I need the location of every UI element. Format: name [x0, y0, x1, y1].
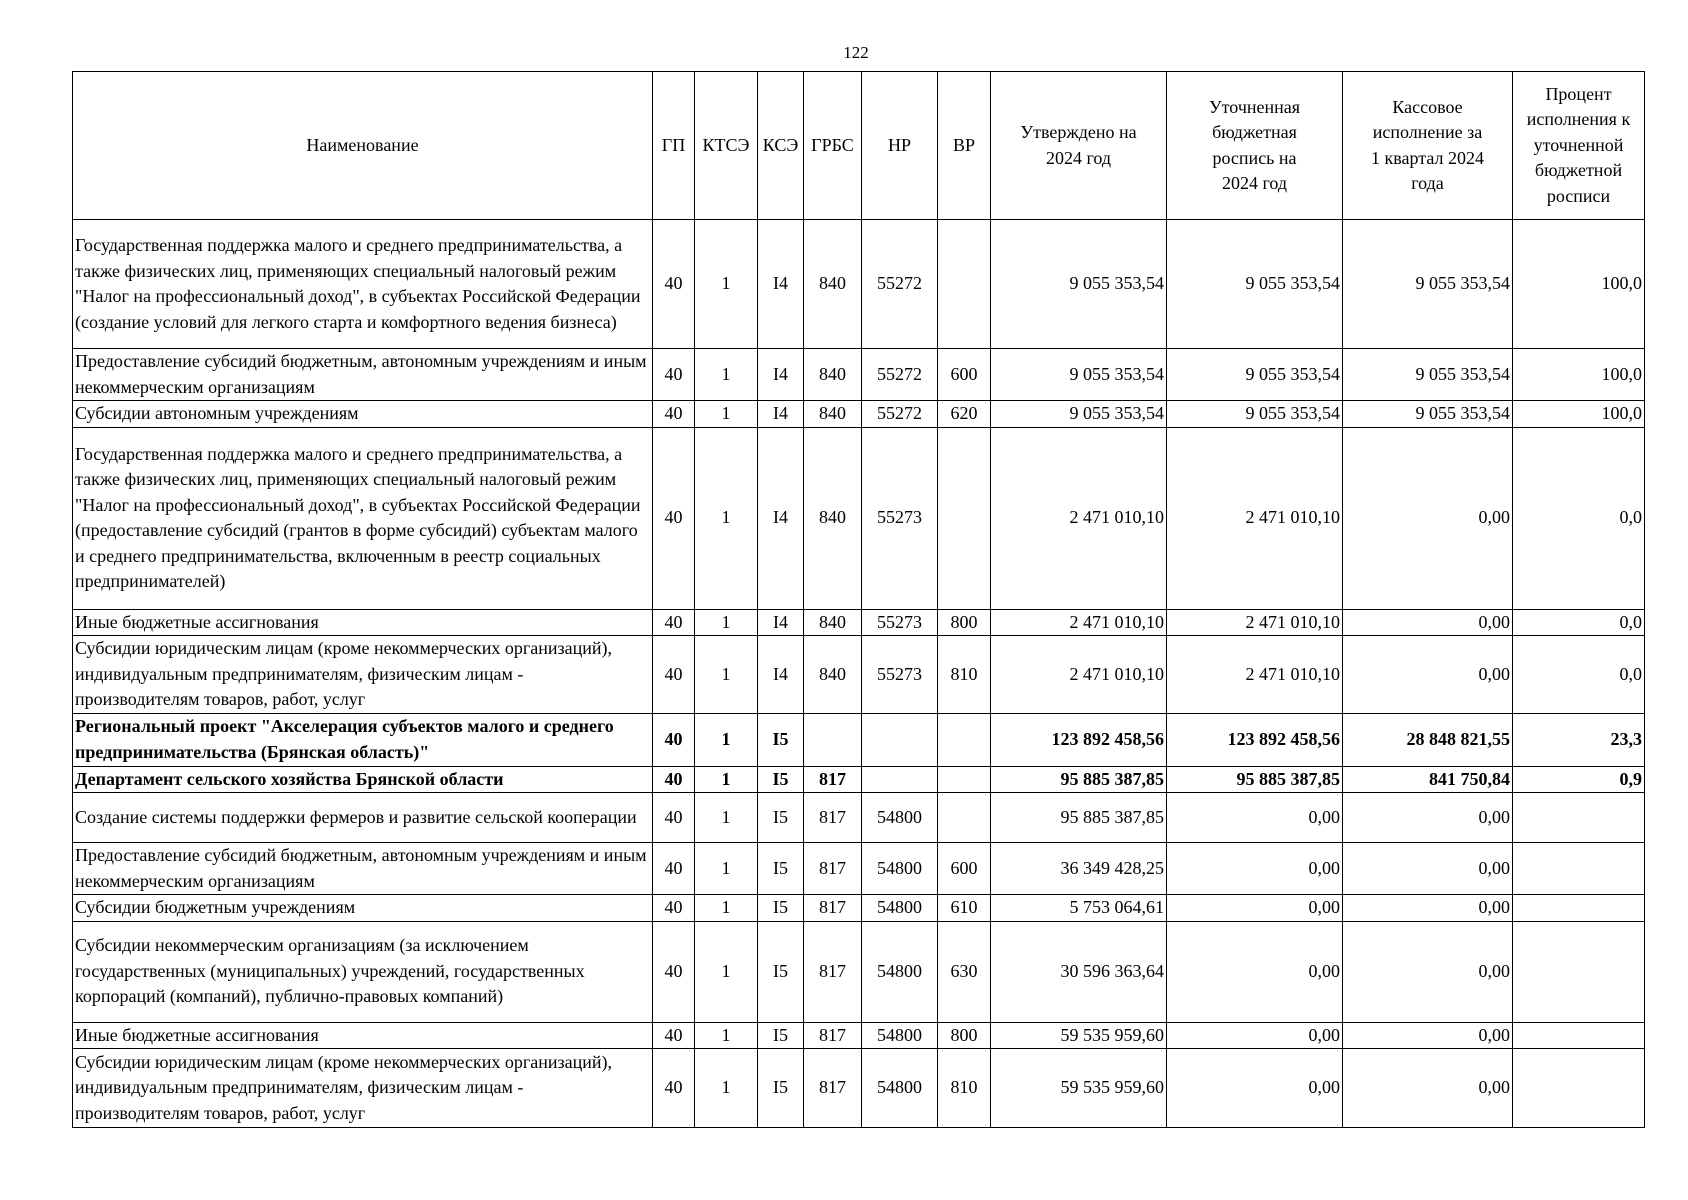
table-cell-nr: 54800 [862, 793, 938, 843]
column-header-vr: ВР [938, 72, 991, 220]
table-cell-kse: I5 [758, 921, 804, 1022]
table-cell-refined: 9 055 353,54 [1167, 220, 1343, 349]
table-cell-refined: 9 055 353,54 [1167, 401, 1343, 428]
table-cell-gp: 40 [653, 843, 695, 895]
table-cell-name: Государственная поддержка малого и среднего предпринимательства, а также физических лиц, применяющих специальный налоговый режим "Налог на профессиональный доход", в субъектах Российской Федерации (предоставление субсидий (грантов в форме субсидий) субъектам малого и среднего предпринимательства, включенным в реестр социальных предпринимателей) [73, 427, 653, 609]
table-cell-nr: 55273 [862, 609, 938, 636]
table-cell-vr: 600 [938, 843, 991, 895]
table-cell-kse: I4 [758, 427, 804, 609]
table-row [73, 609, 1645, 636]
table-cell-approved: 36 349 428,25 [991, 843, 1167, 895]
table-cell-percent [1513, 843, 1645, 895]
column-header-percent: Процент исполнения к уточненной бюджетной росписи [1513, 72, 1645, 220]
table-cell-grbs: 817 [804, 1022, 862, 1049]
table-cell-grbs: 840 [804, 401, 862, 428]
table-cell-cash: 841 750,84 [1343, 766, 1513, 793]
table-cell-refined: 0,00 [1167, 921, 1343, 1022]
column-header-approved: Утверждено на 2024 год [991, 72, 1167, 220]
table-cell-percent: 100,0 [1513, 220, 1645, 349]
table-cell-refined: 0,00 [1167, 1022, 1343, 1049]
table-cell-kse: I4 [758, 349, 804, 401]
table-cell-kse: I5 [758, 895, 804, 922]
table-cell-ktse: 1 [695, 895, 758, 922]
table-cell-gp: 40 [653, 895, 695, 922]
table-cell-refined: 0,00 [1167, 1049, 1343, 1128]
table-cell-name: Субсидии юридическим лицам (кроме некоммерческих организаций), индивидуальным предпринимателям, физическим лицам - производителям товаров, работ, услуг [73, 1049, 653, 1128]
table-cell-nr: 54800 [862, 1022, 938, 1049]
table-cell-nr: 55272 [862, 349, 938, 401]
table-cell-name: Субсидии бюджетным учреждениям [73, 895, 653, 922]
table-row [73, 713, 1645, 766]
table-cell-name: Субсидии юридическим лицам (кроме некоммерческих организаций), индивидуальным предпринимателям, физическим лицам - производителям товаров, работ, услуг [73, 636, 653, 714]
table-cell-approved: 9 055 353,54 [991, 401, 1167, 428]
table-cell-ktse: 1 [695, 1022, 758, 1049]
table-cell-grbs: 817 [804, 843, 862, 895]
table-cell-nr: 54800 [862, 921, 938, 1022]
table-cell-grbs [804, 713, 862, 766]
table-row [73, 401, 1645, 428]
table-cell-cash: 0,00 [1343, 843, 1513, 895]
table-cell-gp: 40 [653, 220, 695, 349]
table-cell-percent: 0,9 [1513, 766, 1645, 793]
table-row [73, 921, 1645, 1022]
table-row [73, 793, 1645, 843]
table-cell-kse: I5 [758, 713, 804, 766]
table-cell-ktse: 1 [695, 766, 758, 793]
table-cell-cash: 0,00 [1343, 609, 1513, 636]
table-cell-nr: 55272 [862, 220, 938, 349]
table-cell-approved: 30 596 363,64 [991, 921, 1167, 1022]
table-cell-percent: 23,3 [1513, 713, 1645, 766]
table-cell-ktse: 1 [695, 401, 758, 428]
table-cell-nr [862, 713, 938, 766]
table-cell-cash: 9 055 353,54 [1343, 401, 1513, 428]
table-cell-cash: 0,00 [1343, 921, 1513, 1022]
table-cell-grbs: 840 [804, 636, 862, 714]
table-row [73, 427, 1645, 609]
column-header-name: Наименование [73, 72, 653, 220]
table-cell-approved: 123 892 458,56 [991, 713, 1167, 766]
table-cell-refined: 9 055 353,54 [1167, 349, 1343, 401]
table-cell-vr: 800 [938, 609, 991, 636]
table-cell-percent: 100,0 [1513, 401, 1645, 428]
table-cell-vr: 810 [938, 636, 991, 714]
table-cell-cash: 0,00 [1343, 1022, 1513, 1049]
table-cell-percent: 0,0 [1513, 427, 1645, 609]
table-cell-kse: I5 [758, 1049, 804, 1128]
table-cell-cash: 28 848 821,55 [1343, 713, 1513, 766]
table-cell-vr [938, 766, 991, 793]
table-cell-kse: I5 [758, 766, 804, 793]
table-cell-cash: 0,00 [1343, 1049, 1513, 1128]
table-cell-percent [1513, 921, 1645, 1022]
table-cell-gp: 40 [653, 636, 695, 714]
table-cell-vr: 620 [938, 401, 991, 428]
table-row [73, 843, 1645, 895]
table-cell-kse: I4 [758, 636, 804, 714]
column-header-cash: Кассовое исполнение за 1 квартал 2024 года [1343, 72, 1513, 220]
table-cell-refined: 0,00 [1167, 843, 1343, 895]
table-cell-cash: 0,00 [1343, 427, 1513, 609]
table-row [73, 1049, 1645, 1128]
table-cell-kse: I4 [758, 220, 804, 349]
table-cell-nr: 54800 [862, 1049, 938, 1128]
table-cell-grbs: 817 [804, 895, 862, 922]
table-cell-name: Создание системы поддержки фермеров и развитие сельской кооперации [73, 793, 653, 843]
table-cell-cash: 0,00 [1343, 793, 1513, 843]
table-cell-approved: 95 885 387,85 [991, 793, 1167, 843]
table-cell-grbs: 817 [804, 1049, 862, 1128]
table-cell-name: Предоставление субсидий бюджетным, автономным учреждениям и иным некоммерческим организациям [73, 349, 653, 401]
table-cell-kse: I4 [758, 401, 804, 428]
table-cell-percent: 0,0 [1513, 609, 1645, 636]
table-cell-name: Субсидии автономным учреждениям [73, 401, 653, 428]
table-cell-ktse: 1 [695, 349, 758, 401]
table-cell-vr: 610 [938, 895, 991, 922]
table-cell-refined: 2 471 010,10 [1167, 427, 1343, 609]
table-cell-vr: 800 [938, 1022, 991, 1049]
table-cell-cash: 0,00 [1343, 895, 1513, 922]
table-cell-cash: 0,00 [1343, 636, 1513, 714]
column-header-refined: Уточненная бюджетная роспись на 2024 год [1167, 72, 1343, 220]
table-cell-approved: 2 471 010,10 [991, 609, 1167, 636]
table-cell-gp: 40 [653, 1049, 695, 1128]
table-cell-grbs: 817 [804, 921, 862, 1022]
table-row [73, 1022, 1645, 1049]
table-cell-name: Региональный проект "Акселерация субъектов малого и среднего предпринимательства (Брянская область)" [73, 713, 653, 766]
table-cell-name: Государственная поддержка малого и среднего предпринимательства, а также физических лиц, применяющих специальный налоговый режим "Налог на профессиональный доход", в субъектах Российской Федерации (создание условий для легкого старта и комфортного ведения бизнеса) [73, 220, 653, 349]
table-cell-refined: 2 471 010,10 [1167, 636, 1343, 714]
column-header-kse: КСЭ [758, 72, 804, 220]
table-cell-approved: 2 471 010,10 [991, 427, 1167, 609]
table-cell-approved: 95 885 387,85 [991, 766, 1167, 793]
table-cell-gp: 40 [653, 609, 695, 636]
column-header-ktse: КТСЭ [695, 72, 758, 220]
table-cell-gp: 40 [653, 1022, 695, 1049]
table-header-row [73, 72, 1645, 220]
table-cell-refined: 123 892 458,56 [1167, 713, 1343, 766]
table-row [73, 766, 1645, 793]
table-cell-refined: 0,00 [1167, 793, 1343, 843]
table-cell-nr: 54800 [862, 895, 938, 922]
table-cell-vr [938, 427, 991, 609]
table-cell-kse: I5 [758, 793, 804, 843]
table-cell-nr: 55273 [862, 636, 938, 714]
table-cell-gp: 40 [653, 401, 695, 428]
table-cell-ktse: 1 [695, 793, 758, 843]
table-cell-percent: 0,0 [1513, 636, 1645, 714]
page-number: 122 [843, 43, 869, 62]
table-cell-refined: 95 885 387,85 [1167, 766, 1343, 793]
table-cell-grbs: 840 [804, 349, 862, 401]
table-cell-ktse: 1 [695, 609, 758, 636]
table-cell-name: Департамент сельского хозяйства Брянской области [73, 766, 653, 793]
table-cell-ktse: 1 [695, 843, 758, 895]
table-cell-nr: 54800 [862, 843, 938, 895]
table-cell-gp: 40 [653, 427, 695, 609]
table-cell-grbs: 840 [804, 220, 862, 349]
table-cell-vr: 600 [938, 349, 991, 401]
table-cell-gp: 40 [653, 713, 695, 766]
table-cell-approved: 5 753 064,61 [991, 895, 1167, 922]
table-cell-gp: 40 [653, 349, 695, 401]
table-cell-refined: 0,00 [1167, 895, 1343, 922]
table-cell-vr [938, 793, 991, 843]
table-cell-ktse: 1 [695, 427, 758, 609]
table-cell-name: Иные бюджетные ассигнования [73, 1022, 653, 1049]
table-cell-nr: 55273 [862, 427, 938, 609]
table-cell-nr [862, 766, 938, 793]
table-cell-percent [1513, 895, 1645, 922]
table-cell-cash: 9 055 353,54 [1343, 220, 1513, 349]
table-cell-grbs: 840 [804, 609, 862, 636]
column-header-grbs: ГРБС [804, 72, 862, 220]
table-cell-ktse: 1 [695, 636, 758, 714]
table-row [73, 895, 1645, 922]
table-cell-grbs: 817 [804, 766, 862, 793]
table-cell-ktse: 1 [695, 713, 758, 766]
table-cell-vr [938, 713, 991, 766]
budget-table [72, 71, 1645, 1128]
table-cell-name: Иные бюджетные ассигнования [73, 609, 653, 636]
table-row [73, 636, 1645, 714]
table-cell-percent [1513, 1022, 1645, 1049]
table-cell-approved: 59 535 959,60 [991, 1022, 1167, 1049]
table-cell-approved: 9 055 353,54 [991, 349, 1167, 401]
column-header-nr: НР [862, 72, 938, 220]
table-cell-percent [1513, 1049, 1645, 1128]
table-cell-vr [938, 220, 991, 349]
table-cell-approved: 59 535 959,60 [991, 1049, 1167, 1128]
table-cell-refined: 2 471 010,10 [1167, 609, 1343, 636]
table-cell-grbs: 817 [804, 793, 862, 843]
table-cell-approved: 2 471 010,10 [991, 636, 1167, 714]
table-row [73, 349, 1645, 401]
table-cell-ktse: 1 [695, 220, 758, 349]
table-cell-percent: 100,0 [1513, 349, 1645, 401]
table-cell-gp: 40 [653, 793, 695, 843]
table-cell-approved: 9 055 353,54 [991, 220, 1167, 349]
table-cell-ktse: 1 [695, 1049, 758, 1128]
table-cell-gp: 40 [653, 766, 695, 793]
table-cell-nr: 55272 [862, 401, 938, 428]
table-cell-name: Предоставление субсидий бюджетным, автономным учреждениям и иным некоммерческим организациям [73, 843, 653, 895]
table-cell-grbs: 840 [804, 427, 862, 609]
table-cell-vr: 630 [938, 921, 991, 1022]
table-cell-kse: I5 [758, 843, 804, 895]
column-header-gp: ГП [653, 72, 695, 220]
table-cell-name: Субсидии некоммерческим организациям (за исключением государственных (муниципальных) учреждений, государственных корпораций (компаний), публично-правовых компаний) [73, 921, 653, 1022]
table-cell-gp: 40 [653, 921, 695, 1022]
table-cell-ktse: 1 [695, 921, 758, 1022]
table-cell-vr: 810 [938, 1049, 991, 1128]
table-body [73, 220, 1645, 1128]
table-cell-cash: 9 055 353,54 [1343, 349, 1513, 401]
table-cell-kse: I4 [758, 609, 804, 636]
table-row [73, 220, 1645, 349]
table-cell-kse: I5 [758, 1022, 804, 1049]
table-cell-percent [1513, 793, 1645, 843]
